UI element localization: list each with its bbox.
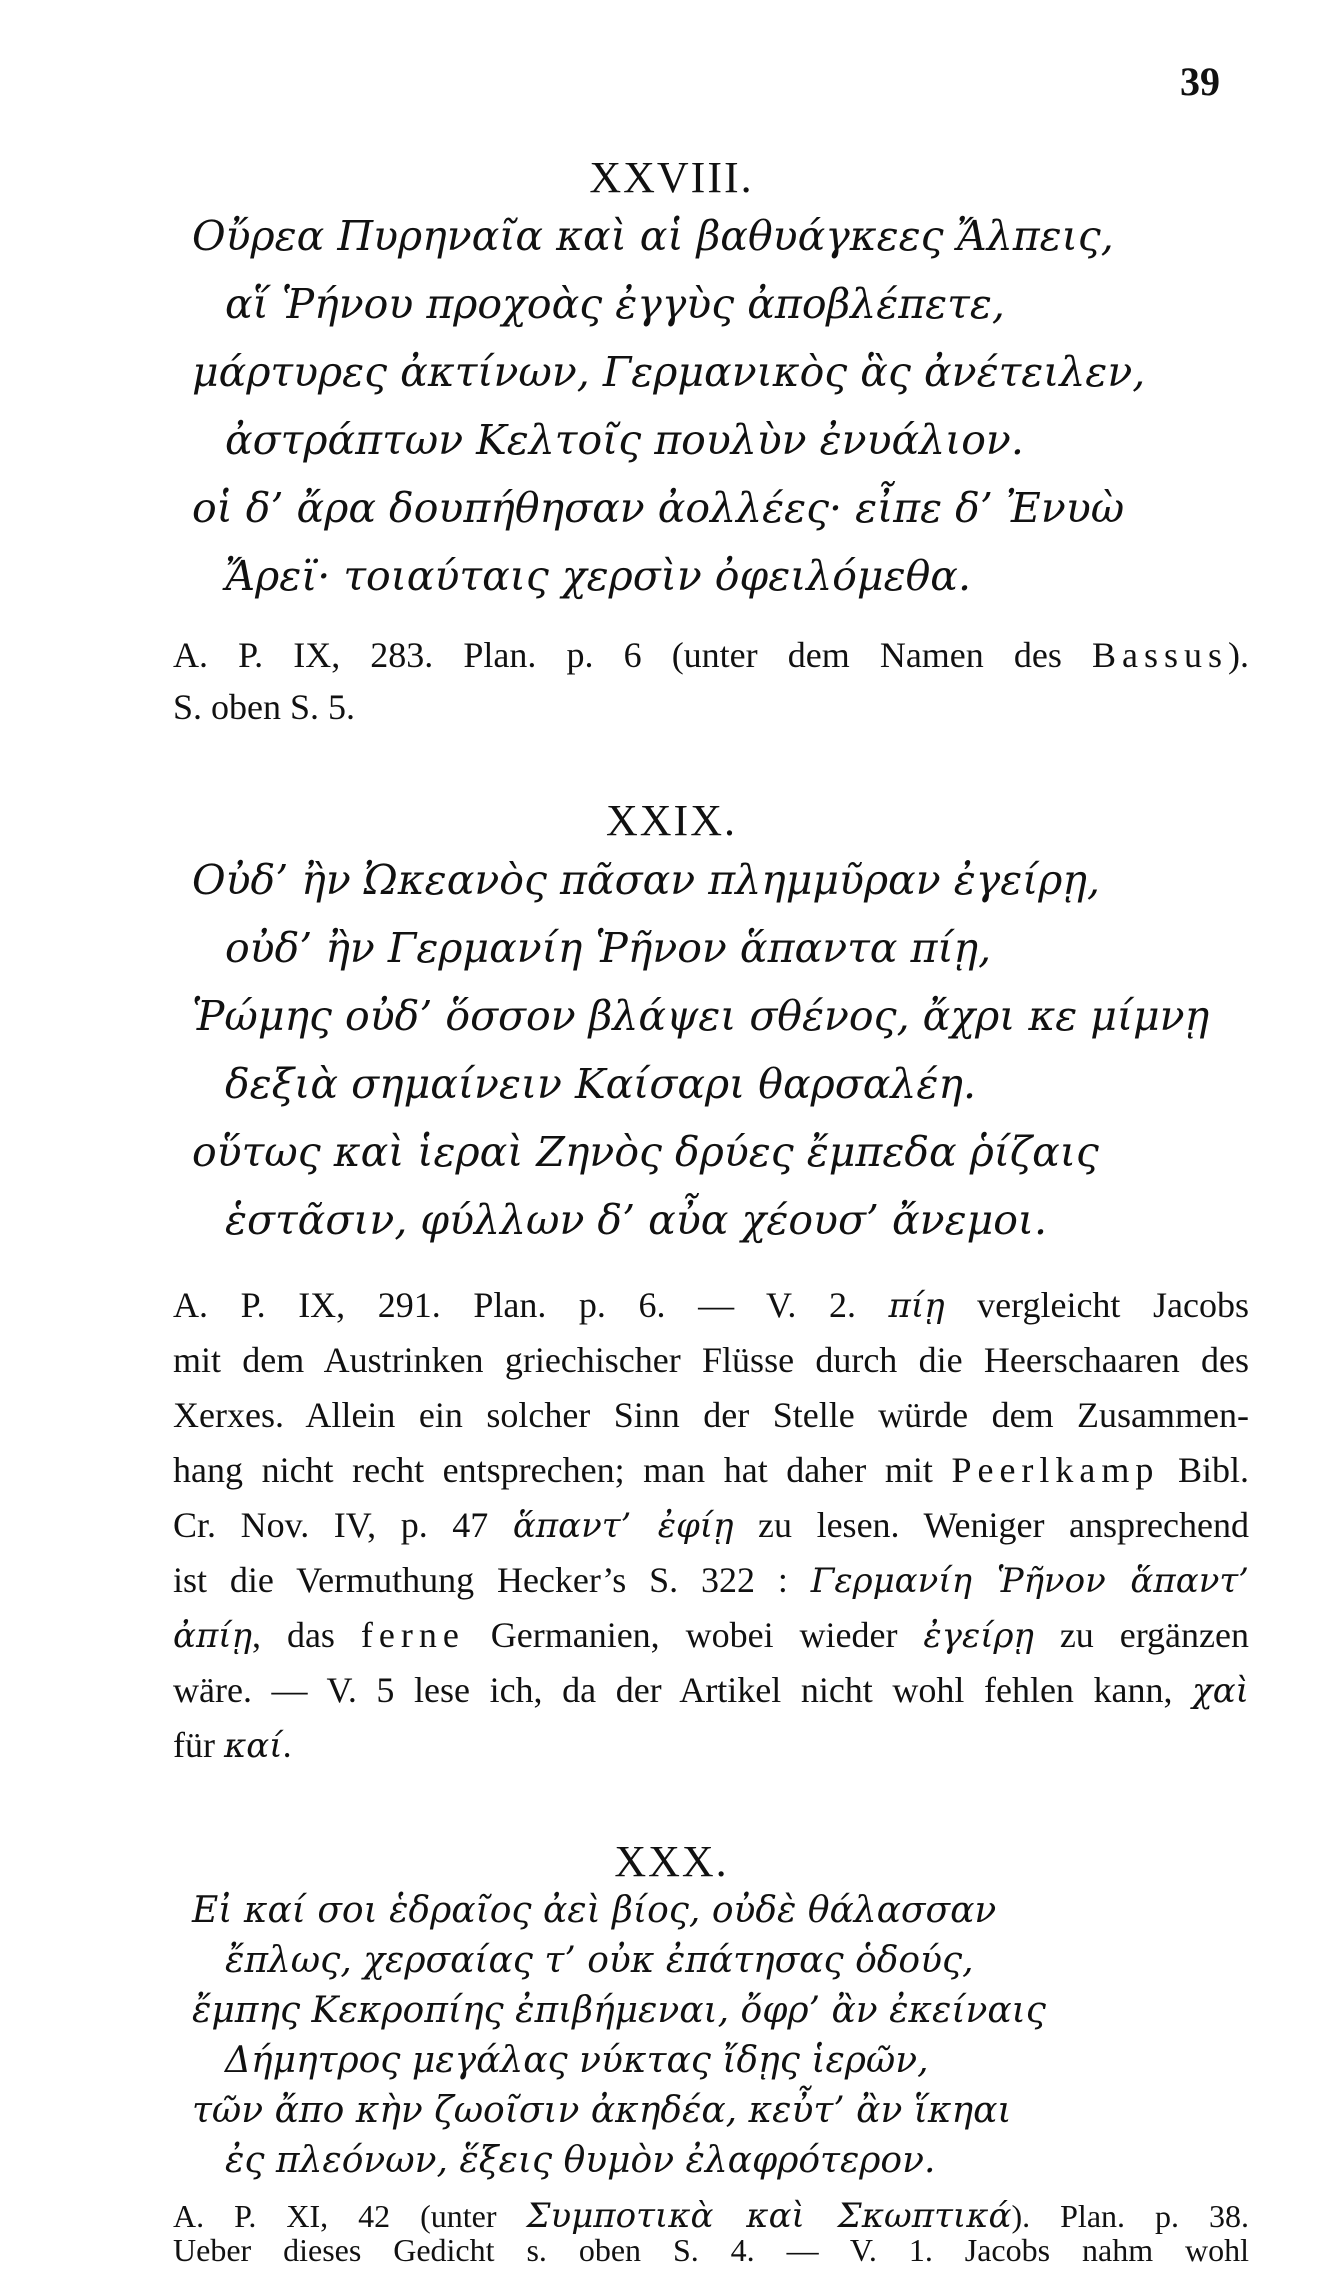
poem-line: Εἰ καί σοι ἑδραῖος ἀεὶ βίος, οὐδὲ θάλασσαν: [192, 1890, 997, 1931]
poem-line: ἀστράπτων Κελτοῖς πουλὺν ἐνυάλιον.: [225, 416, 1024, 464]
poem-line: Οὔρεα Πυρηναῖα καὶ αἱ βαθυάγκεες Ἄλπεις,: [192, 212, 1114, 260]
note-line: S. oben S. 5.: [173, 687, 356, 727]
note-line: ἀπίῃ, das ferne Germanien, wobei wieder ἐγείρῃ zu ergänzen: [173, 1615, 1249, 1656]
note-line: ist die Vermuthung Hecker’s S. 322 : Γερμανίη Ῥῆνον ἅπαντ’: [173, 1560, 1249, 1601]
section-heading: XXIX.: [606, 796, 737, 845]
section-heading: XXVIII.: [589, 153, 754, 202]
poem-line: ἑστᾶσιν, φύλλων δ’ αὖα χέουσ’ ἄνεμοι.: [225, 1196, 1048, 1244]
note-line: für καί.: [173, 1725, 292, 1766]
poem-line: ἐς πλεόνων, ἕξεις θυμὸν ἐλαφρότερον.: [225, 2140, 936, 2181]
poem-line: μάρτυρες ἀκτίνων, Γερμανικὸς ἃς ἀνέτειλεν,: [192, 348, 1146, 396]
note-line: hang nicht recht entsprechen; man hat daher mit Peerlkamp Bibl.: [173, 1450, 1249, 1490]
note-line: Ueber dieses Gedicht s. oben S. 4. — V. 1. Jacobs nahm wohl: [173, 2232, 1249, 2268]
poem-line: Οὐδ’ ἢν Ὠκεανὸς πᾶσαν πλημμῦραν ἐγείρῃ,: [192, 856, 1100, 904]
poem-line: δεξιὰ σημαίνειν Καίσαρι θαρσαλέη.: [225, 1060, 976, 1108]
note-line: Cr. Nov. IV, p. 47 ἅπαντ’ ἐφίῃ zu lesen. Weniger ansprechend: [173, 1505, 1249, 1546]
note-line: Xerxes. Allein ein solcher Sinn der Stelle würde dem Zusammen-: [173, 1395, 1249, 1435]
note-line: A. P. IX, 283. Plan. p. 6 (unter dem Namen des Bassus).: [173, 635, 1249, 675]
poem-line: τῶν ἄπο κὴν ζωοῖσιν ἀκηδέα, κεὖτ’ ἂν ἵκηαι: [192, 2090, 1012, 2131]
poem-line: ἔμπης Κεκροπίης ἐπιβήμεναι, ὄφρ’ ἂν ἐκείναις: [192, 1990, 1046, 2031]
poem-line: οὐδ’ ἢν Γερμανίη Ῥῆνον ἅπαντα πίῃ,: [225, 924, 992, 972]
section-heading: XXX.: [614, 1837, 729, 1886]
note-line: A. P. IX, 291. Plan. p. 6. — V. 2. πίῃ vergleicht Jacobs: [173, 1285, 1249, 1326]
poem-line: Ἄρεϊ· τοιαύταις χερσὶν ὀφειλόμεθα.: [225, 552, 971, 600]
poem-line: ἔπλως, χερσαίας τ’ οὐκ ἐπάτησας ὁδούς,: [225, 1940, 974, 1981]
poem-line: Ῥώμης οὐδ’ ὅσσον βλάψει σθένος, ἄχρι κε μίμνῃ: [192, 992, 1210, 1040]
note-line: mit dem Austrinken griechischer Flüsse durch die Heerschaaren des: [173, 1340, 1249, 1380]
poem-line: οἱ δ’ ἄρα δουπήθησαν ἀολλέες· εἶπε δ’ Ἐνυὼ: [192, 484, 1125, 532]
note-line: wäre. — V. 5 lese ich, da der Artikel nicht wohl fehlen kann, χαὶ: [173, 1670, 1249, 1711]
poem-line: Δήμητρος μεγάλας νύκτας ἴδῃς ἱερῶν,: [225, 2040, 929, 2081]
note-line: A. P. XI, 42 (unter Συμποτικὰ καὶ Σκωπτικά). Plan. p. 38.: [173, 2196, 1249, 2236]
poem-line: οὕτως καὶ ἱεραὶ Ζηνὸς δρύες ἔμπεδα ῥίζαις: [192, 1128, 1099, 1176]
poem-line: αἵ Ῥήνου προχοὰς ἐγγὺς ἀποβλέπετε,: [225, 280, 1005, 328]
page-number: 39: [1180, 59, 1220, 104]
